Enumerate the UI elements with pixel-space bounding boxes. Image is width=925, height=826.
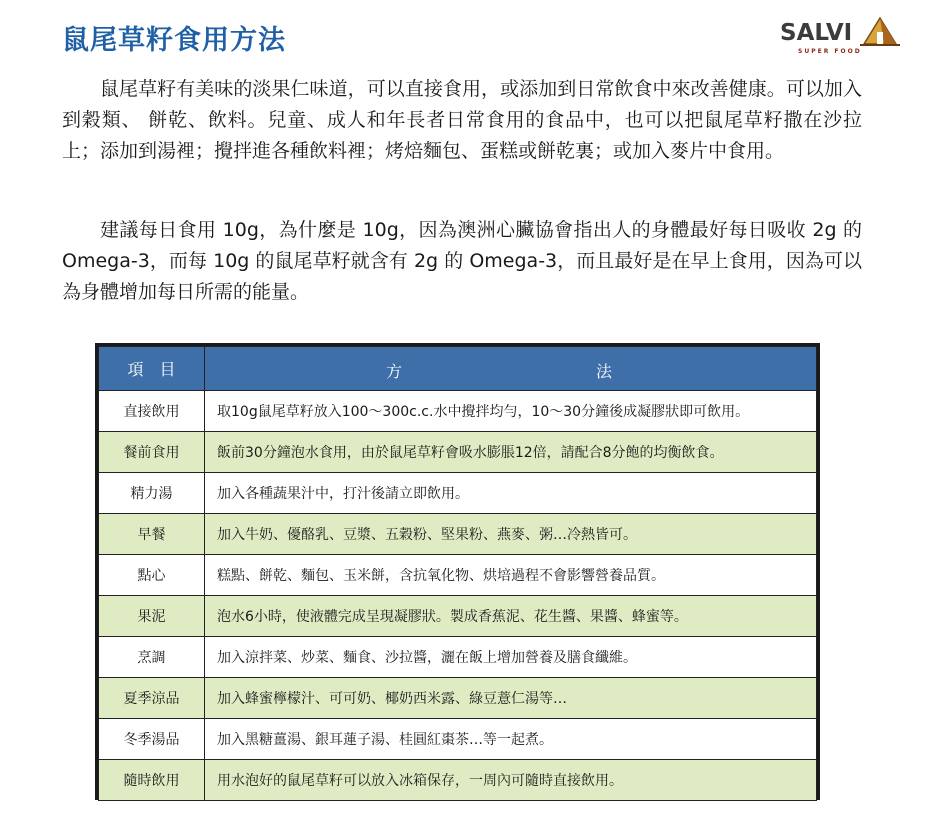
table-row — [99, 719, 817, 760]
row-item: 精力湯 — [99, 473, 205, 514]
row-method: 加入各種蔬果汁中，打汁後請立即飲用。 — [205, 473, 817, 514]
row-method: 加入牛奶、優酪乳、豆漿、五穀粉、堅果粉、燕麥、粥…冷熱皆可。 — [205, 514, 817, 555]
logo-wordmark: SALVI — [780, 20, 853, 46]
row-item: 餐前食用 — [99, 432, 205, 473]
table-row — [99, 391, 817, 432]
row-method: 加入涼拌菜、炒菜、麵食、沙拉醬，灑在飯上增加營養及膳食纖維。 — [205, 637, 817, 678]
row-item: 隨時飲用 — [99, 760, 205, 801]
row-method: 糕點、餅乾、麵包、玉米餅，含抗氧化物、烘培過程不會影響營養品質。 — [205, 555, 817, 596]
table-row — [99, 555, 817, 596]
header-method-char-1: 方 — [386, 362, 403, 381]
row-method: 加入蜂蜜檸檬汁、可可奶、椰奶西米露、綠豆薏仁湯等… — [205, 678, 817, 719]
row-item: 果泥 — [99, 596, 205, 637]
header-method — [205, 347, 817, 391]
table-row — [99, 473, 817, 514]
table-row — [99, 432, 817, 473]
row-item: 早餐 — [99, 514, 205, 555]
page-title: 鼠尾草籽食用方法 — [62, 25, 286, 56]
row-method: 飯前30分鐘泡水食用，由於鼠尾草籽會吸水膨脹12倍，請配合8分飽的均衡飲食。 — [205, 432, 817, 473]
row-method: 泡水6小時，使液體完成呈現凝膠狀。製成香蕉泥、花生醬、果醬、蜂蜜等。 — [205, 596, 817, 637]
table-row — [99, 596, 817, 637]
row-method: 取10g鼠尾草籽放入100～300c.c.水中攪拌均勻，10～30分鐘後成凝膠狀即可飲用。 — [205, 391, 817, 432]
row-method: 加入黑糖薑湯、銀耳蓮子湯、桂圓紅棗茶…等一起煮。 — [205, 719, 817, 760]
brand-logo — [780, 14, 905, 60]
row-item: 點心 — [99, 555, 205, 596]
logo-pyramid-icon — [860, 14, 900, 48]
dosage-paragraph: 建議每日食用 10g，為什麼是 10g，因為澳洲心臟協會指出人的身體最好每日吸收 2g 的 Omega-3，而每 10g 的鼠尾草籽就含有 2g 的 Omega-3，而且最好是在早上食用，因為可以為身體增加每日所需的能量。 — [62, 219, 862, 303]
table-header-row — [99, 347, 817, 391]
header-method-char-2: 法 — [596, 362, 613, 381]
row-item: 夏季涼品 — [99, 678, 205, 719]
row-method: 用水泡好的鼠尾草籽可以放入冰箱保存，一周內可隨時直接飲用。 — [205, 760, 817, 801]
table-row — [99, 678, 817, 719]
table-row — [99, 637, 817, 678]
table-row — [99, 514, 817, 555]
header-item: 項 目 — [99, 347, 205, 391]
table-row — [99, 760, 817, 801]
usage-table — [95, 343, 820, 800]
logo-tagline: SUPER FOOD — [798, 48, 862, 55]
row-item: 直接飲用 — [99, 391, 205, 432]
intro-paragraph: 鼠尾草籽有美味的淡果仁味道，可以直接食用，或添加到日常飲食中來改善健康。可以加入到穀類、 餅乾、飲料。兒童、成人和年長者日常食用的食品中，也可以把鼠尾草籽撒在沙拉上；添加到湯裡；攪拌進各種飲料裡；烤焙麵包、蛋糕或餅乾裏；或加入麥片中食用。 — [62, 78, 862, 162]
row-item: 冬季湯品 — [99, 719, 205, 760]
row-item: 烹調 — [99, 637, 205, 678]
